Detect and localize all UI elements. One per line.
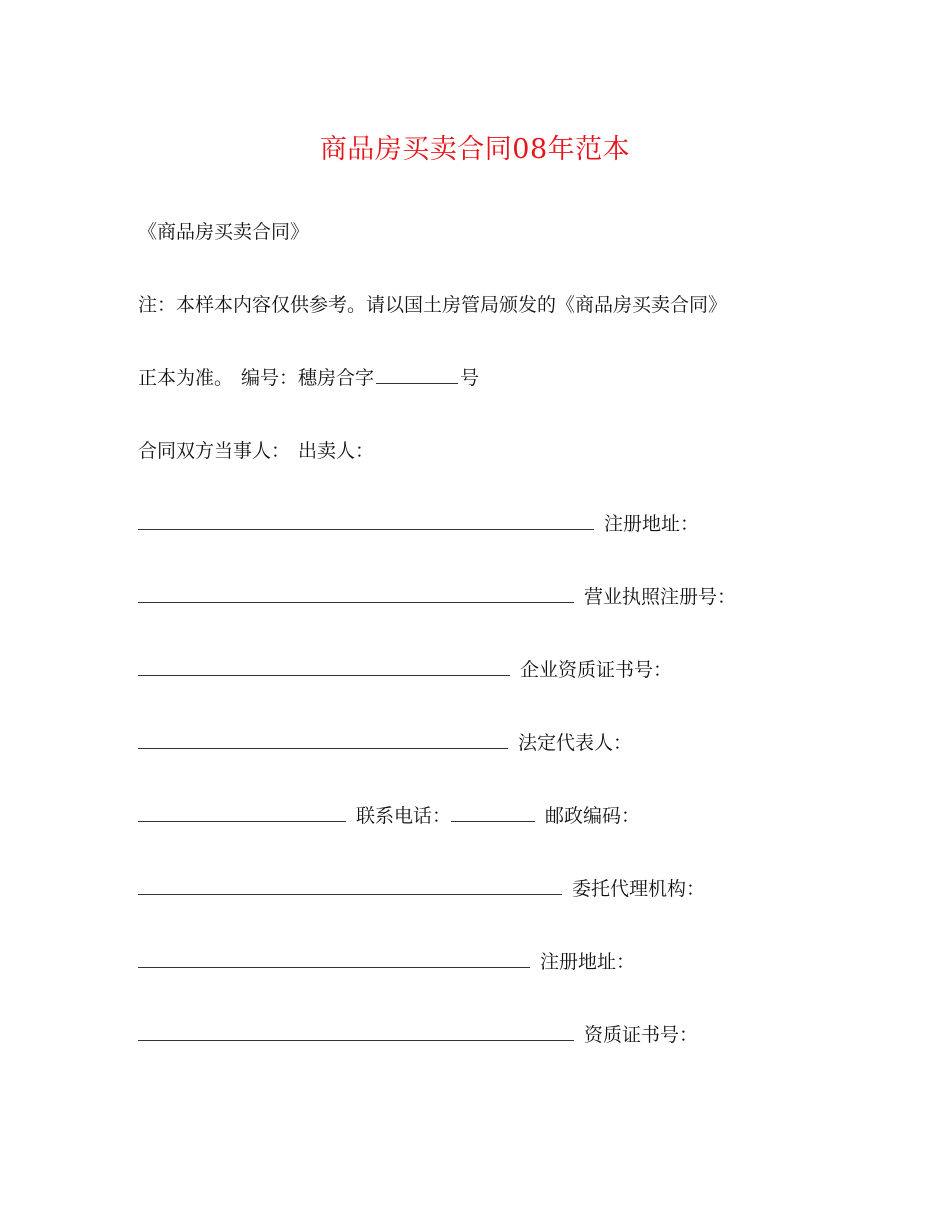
phone-label: 联系电话： bbox=[356, 805, 452, 827]
postcode-label: 邮政编码： bbox=[545, 805, 641, 827]
qualification-label: 企业资质证书号： bbox=[520, 659, 673, 681]
qualification-line bbox=[138, 656, 672, 684]
reg-address-label: 注册地址： bbox=[604, 513, 700, 535]
agent-qualification-line bbox=[138, 1021, 698, 1049]
business-license-line bbox=[138, 583, 736, 611]
qualification-blank bbox=[138, 729, 508, 749]
seller-name-blank bbox=[138, 510, 594, 530]
parties-label: 合同双方当事人： bbox=[138, 440, 291, 462]
agent-line bbox=[138, 875, 705, 903]
agent-reg-address-label: 注册地址： bbox=[540, 951, 636, 973]
note-text: 注：本样本内容仅供参考。请以国土房管局颁发的《商品房买卖合同》 bbox=[138, 294, 728, 316]
legal-rep-label: 法定代表人： bbox=[518, 732, 633, 754]
postcode-blank bbox=[138, 875, 562, 895]
agent-reg-address-blank bbox=[138, 1021, 574, 1041]
contract-name-line bbox=[138, 218, 309, 246]
note-continuation: 正本为准。 bbox=[138, 367, 234, 389]
parties-line bbox=[138, 437, 374, 465]
business-license-blank bbox=[138, 656, 510, 676]
phone-postcode-line bbox=[138, 802, 640, 830]
legal-rep-line bbox=[138, 729, 632, 757]
number-label: 编号：穗房合字 bbox=[241, 367, 375, 389]
contract-name: 《商品房买卖合同》 bbox=[138, 221, 310, 243]
agent-qualification-label: 资质证书号： bbox=[584, 1024, 699, 1046]
number-line bbox=[138, 364, 479, 392]
note-line bbox=[138, 291, 727, 319]
reg-address-line bbox=[138, 510, 699, 538]
number-suffix: 号 bbox=[460, 367, 480, 389]
legal-rep-blank bbox=[138, 802, 346, 822]
reg-address-blank bbox=[138, 583, 574, 603]
agent-label: 委托代理机构： bbox=[572, 878, 706, 900]
agent-reg-address-line bbox=[138, 948, 635, 976]
phone-blank bbox=[451, 802, 535, 822]
number-blank bbox=[376, 364, 458, 384]
seller-label: 出卖人： bbox=[298, 440, 375, 462]
business-license-label: 营业执照注册号： bbox=[584, 586, 737, 608]
document-title: 商品房买卖合同08年范本 bbox=[319, 134, 631, 165]
agent-blank bbox=[138, 948, 530, 968]
